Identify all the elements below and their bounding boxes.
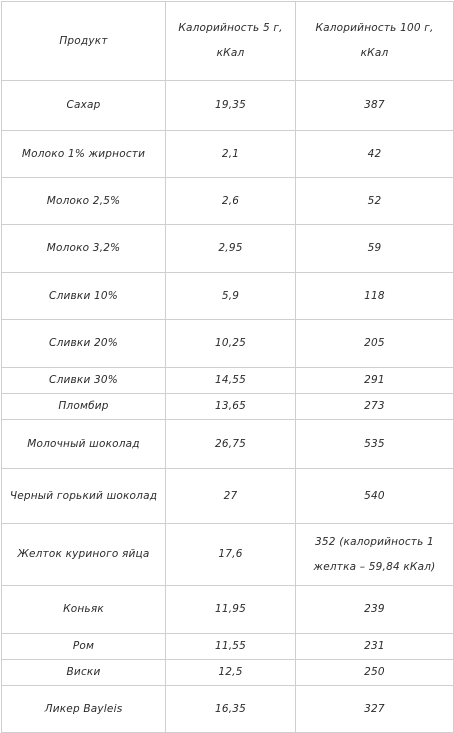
table-row: [2, 524, 454, 586]
cal-100g-cell: 273: [296, 394, 454, 420]
product-cell: Коньяк: [2, 586, 166, 634]
cal-5g-cell: 17,6: [166, 524, 296, 586]
cal-5g-cell: 11,95: [166, 586, 296, 634]
cal-100g-cell: 231: [296, 634, 454, 660]
cal-100g-cell: 535: [296, 420, 454, 469]
table-row: [2, 394, 454, 420]
table-row: [2, 81, 454, 131]
product-cell: Сливки 20%: [2, 320, 166, 368]
product-cell: Желток куриного яйца: [2, 524, 166, 586]
product-cell: Пломбир: [2, 394, 166, 420]
product-cell: Молоко 1% жирности: [2, 131, 166, 178]
product-cell: Молочный шоколад: [2, 420, 166, 469]
header-cell-cal-100g: Калорийность 100 г, кКал: [296, 2, 454, 81]
table-row: [2, 634, 454, 660]
cal-5g-cell: 13,65: [166, 394, 296, 420]
product-cell: Ликер Bayleis: [2, 686, 166, 733]
product-cell: Молоко 3,2%: [2, 225, 166, 273]
cal-5g-cell: 27: [166, 469, 296, 524]
cal-100g-cell: 327: [296, 686, 454, 733]
product-cell: Черный горький шоколад: [2, 469, 166, 524]
calorie-table: [1, 1, 454, 733]
cal-100g-cell: 118: [296, 273, 454, 320]
product-cell: Сливки 10%: [2, 273, 166, 320]
table-row: [2, 273, 454, 320]
table-row: [2, 420, 454, 469]
table-row: [2, 131, 454, 178]
table-row: [2, 660, 454, 686]
cal-100g-cell: 59: [296, 225, 454, 273]
cal-100g-cell: 540: [296, 469, 454, 524]
table-row: [2, 320, 454, 368]
product-cell: Сливки 30%: [2, 368, 166, 394]
cal-100g-cell: 387: [296, 81, 454, 131]
cal-100g-cell: 42: [296, 131, 454, 178]
product-cell: Сахар: [2, 81, 166, 131]
header-cell-cal-5g: Калорийность 5 г, кКал: [166, 2, 296, 81]
cal-100g-cell: 239: [296, 586, 454, 634]
table-row: [2, 225, 454, 273]
cal-5g-cell: 2,6: [166, 178, 296, 225]
header-row: [2, 2, 454, 81]
cal-5g-cell: 5,9: [166, 273, 296, 320]
cal-5g-cell: 16,35: [166, 686, 296, 733]
cal-5g-cell: 14,55: [166, 368, 296, 394]
product-cell: Виски: [2, 660, 166, 686]
cal-100g-cell: 352 (калорийность 1 желтка – 59,84 кКал): [296, 524, 454, 586]
header-cell-product: Продукт: [2, 2, 166, 81]
cal-5g-cell: 2,1: [166, 131, 296, 178]
cal-5g-cell: 26,75: [166, 420, 296, 469]
cal-5g-cell: 12,5: [166, 660, 296, 686]
cal-5g-cell: 11,55: [166, 634, 296, 660]
cal-100g-cell: 205: [296, 320, 454, 368]
product-cell: Ром: [2, 634, 166, 660]
cal-100g-cell: 291: [296, 368, 454, 394]
table-row: [2, 368, 454, 394]
cal-5g-cell: 10,25: [166, 320, 296, 368]
table-row: [2, 686, 454, 733]
table-row: [2, 469, 454, 524]
cal-100g-cell: 250: [296, 660, 454, 686]
table-row: [2, 178, 454, 225]
cal-100g-cell: 52: [296, 178, 454, 225]
product-cell: Молоко 2,5%: [2, 178, 166, 225]
table-row: [2, 586, 454, 634]
cal-5g-cell: 2,95: [166, 225, 296, 273]
cal-5g-cell: 19,35: [166, 81, 296, 131]
